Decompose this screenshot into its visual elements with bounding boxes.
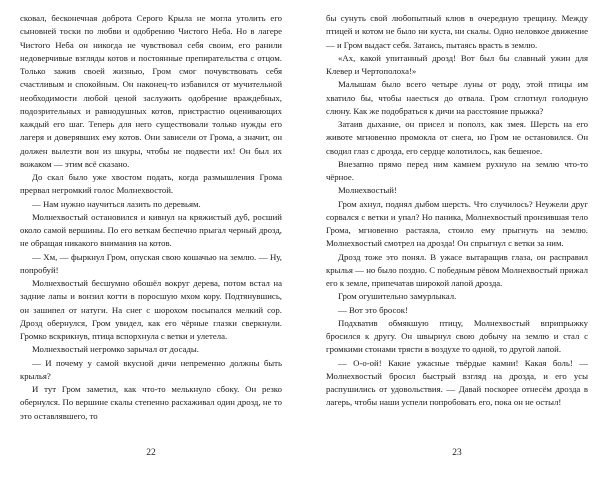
paragraph: «Ах, какой упитанный дрозд! Вот был бы славный ужин для Клевер и Чертополоха!» bbox=[326, 52, 588, 76]
paragraph: — Хм, — фыркнул Гром, опуская свою кошачью на землю. — Ну, попробуй! bbox=[20, 251, 282, 275]
paragraph: Гром ахнул, поднял дыбом шерсть. Что случилось? Неужели друг сорвался с ветки и упал? Но паника, Молнехвостый пронзившая тело Грома, мгновенно растаяла, стоило ему прыгнуть на землю. Молнехвостый смотрел на дрозда! Он спрыгнул с ветки за ним. bbox=[326, 198, 588, 249]
paragraph: Молнехвостый негромко зарычал от досады. bbox=[32, 344, 199, 355]
paragraph: До скал было уже хвостом подать, когда размышления Грома прервал негромкий голос Молнехвостой. bbox=[20, 172, 282, 196]
paragraph: Молнехвостый! bbox=[338, 185, 397, 196]
paragraph: Гром огушительно замурлыкал. bbox=[338, 291, 457, 302]
left-page-number: 22 bbox=[146, 448, 156, 458]
left-page bbox=[20, 12, 282, 423]
paragraph: Затаив дыхание, он присел и пополз, как змея. Шерсть на его животе мгновенно промокла от снега, но Гром не остановился. Он сводил глаз с дрозда, его сердце колотилось, как бешеное. bbox=[326, 119, 588, 156]
paragraph: Молнехвостый бесшумно обошёл вокруг дерева, потом встал на задние лапы и вонзил когти в поросшую мхом кору. Подтянувшись, он зашипел от натуги. На снег с шорохом посыпался мелкий сор. Дрозд обернулся, Гром увидел, как его чёрные глазки сверкнули. Громко вскрикнув, птица вспорхнула с ветки и улетела. bbox=[20, 278, 282, 341]
right-page-number: 23 bbox=[452, 448, 462, 458]
paragraph: — Вот это бросок! bbox=[338, 304, 408, 315]
paragraph: — Нам нужно научиться лазить по деревьям. bbox=[32, 198, 201, 209]
paragraph: И тут Гром заметил, как что-то мелькнуло сбоку. Он резко обернулся. По вершине скалы степенно расхаживал один дрозд, не то это оставлявшего, то bbox=[20, 384, 282, 421]
paragraph: — О-о-ой! Какие ужасные твёрдые камни! Какая боль! — Молнехвостый бросил быстрый взгляд на дрозда, и его усы распушились от удовольствия. — Давай поскорее отнесём дрозда в лагерь, чтобы наши успели попробовать его, пока он не остыл! bbox=[326, 357, 588, 408]
right-page-text bbox=[326, 12, 588, 410]
paragraph: Молнехвостый остановился и кивнул на кряжистый дуб, росший около самой вершины. По его веткам беспечно прыгал черный дрозд, не обращая никакого внимания на котов. bbox=[20, 211, 282, 249]
left-page-text bbox=[20, 12, 282, 423]
paragraph: сковал, бесконечная доброта Серого Крыла не могла утолить его сыновней тоски по любви и одобрению Чистого Неба. Но в лагере Чистого Неба он никогда не чувствовал себя своим, его ранили недоверчивые взгляды котов и постоянные препирательства с отцом. Только зажив своей жизнью, Гром смог почувствовать себя счастливым и спокойным. Он наконец-то избавился от мучительной необходимости любой ценой заслужить одобрение враждебных, подозрительных и равнодушных котов, пристрастно оценивающих каждый его шаг. Теперь для него существовали только нужды его лагеря и доверявших ему котов. Они зависели от Грома, а значит, он должен вылезти вон из шкуры, чтобы не подвести их! Он был их вожаком — этим всё сказано. bbox=[20, 13, 282, 169]
paragraph: Малышам было всего четыре луны от роду, этой птицы им хватило бы, чтобы наесться до отвала. Гром сглотнул голодную слюну. Как же подобраться к дичи на расстояние прыжка? bbox=[326, 79, 588, 116]
paragraph: — И почему у самой вкусной дичи непременно должны быть крылья? bbox=[20, 357, 282, 381]
paragraph: Внезапно прямо перед ним камнем рухнуло на землю что-то чёрное. bbox=[326, 158, 588, 182]
paragraph: Дрозд тоже это понял. В ужасе вытаращив глаза, он расправил крылья — но было поздно. С победным рёвом Молнехвостый прижал его к земле, припечатав широкой лапой дрозда. bbox=[326, 251, 588, 288]
right-page bbox=[326, 12, 588, 410]
paragraph: бы сунуть свой любопытный клюв в очередную трещину. Между птицей и котом не было ни куста, ни скалы. Одно неловкое движение — и Гром выдаст себя. Затаись, пытаясь врасть в землю. bbox=[326, 13, 588, 50]
paragraph: Подхватив обмякшую птицу, Молнехвостый вприпрыжку бросился к другу. Он швырнул свою добычу на землю и стал с громкими стонами трясти в воздухе то одной, то другой лапой. bbox=[326, 317, 588, 355]
